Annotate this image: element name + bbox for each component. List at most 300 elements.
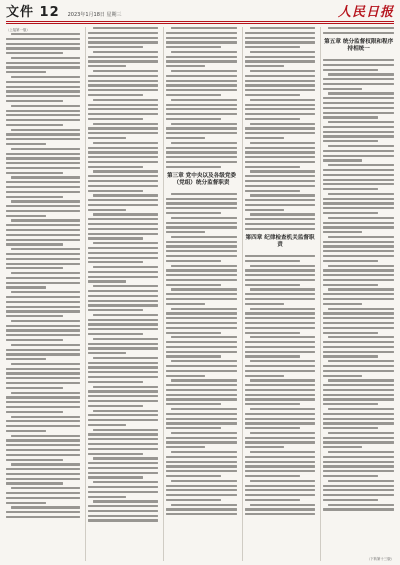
text-line	[11, 463, 79, 465]
text-line	[6, 430, 46, 432]
text-line	[93, 70, 159, 72]
text-line	[88, 376, 159, 378]
text-line	[245, 332, 300, 334]
text-line	[328, 121, 394, 123]
text-line	[171, 99, 237, 101]
text-line	[245, 118, 300, 120]
text-line	[171, 27, 237, 29]
text-line	[245, 185, 316, 187]
text-line	[166, 65, 205, 67]
text-line	[166, 94, 221, 96]
text-line	[93, 194, 159, 196]
text-line	[11, 416, 79, 418]
text-line	[323, 183, 394, 185]
text-line	[6, 406, 80, 408]
text-line	[6, 401, 80, 403]
text-line	[323, 241, 394, 243]
text-line	[323, 394, 394, 396]
text-line	[323, 332, 378, 334]
text-line	[323, 346, 394, 348]
text-line	[11, 219, 79, 221]
text-line	[245, 499, 300, 501]
text-line	[250, 51, 316, 53]
text-line	[166, 113, 237, 115]
text-line	[245, 180, 316, 182]
text-line	[166, 322, 237, 324]
text-line	[323, 456, 394, 458]
text-line	[166, 327, 237, 329]
text-line	[245, 255, 316, 257]
text-line	[245, 127, 316, 129]
text-line	[166, 231, 205, 233]
text-line	[6, 224, 80, 226]
chapter-heading: 第五章 统分监督权限和程序持相统一	[324, 38, 394, 52]
text-line	[323, 207, 394, 209]
text-line	[88, 132, 159, 134]
text-line	[323, 97, 394, 99]
text-line	[88, 84, 159, 86]
text-line	[323, 135, 394, 137]
text-line	[166, 384, 237, 386]
text-line	[88, 147, 159, 149]
newspaper-logo: 人民日报	[337, 5, 394, 20]
text-line	[171, 360, 237, 362]
text-line	[6, 114, 80, 116]
text-line	[166, 418, 237, 420]
text-line	[88, 228, 159, 230]
text-line	[88, 472, 159, 474]
text-line	[166, 161, 237, 163]
text-line	[166, 132, 237, 134]
text-line	[166, 298, 237, 300]
text-line	[88, 400, 159, 402]
text-line	[6, 497, 80, 499]
text-line	[88, 419, 159, 421]
text-line	[88, 371, 159, 373]
text-line	[328, 451, 394, 453]
text-line	[245, 370, 316, 372]
text-line	[323, 131, 394, 133]
text-line	[328, 379, 394, 381]
text-line	[88, 343, 159, 345]
text-line	[328, 193, 394, 195]
text-line	[93, 51, 159, 53]
text-line	[166, 470, 237, 472]
text-line	[328, 73, 394, 75]
text-line	[245, 441, 316, 443]
text-line	[171, 217, 237, 219]
text-line	[166, 332, 221, 334]
text-line	[93, 142, 159, 144]
text-line	[88, 290, 159, 292]
text-line	[166, 461, 237, 463]
text-line	[245, 489, 316, 491]
text-line	[323, 245, 394, 247]
text-line	[88, 328, 159, 330]
text-line	[6, 234, 80, 236]
text-line	[166, 60, 237, 62]
text-line	[328, 164, 394, 166]
text-line	[166, 465, 237, 467]
text-line	[323, 398, 394, 400]
chapter-heading: 第三章 党中央以及各级党委（党组）统分监督职责	[166, 172, 237, 186]
text-line	[6, 286, 46, 288]
text-line	[323, 365, 394, 367]
text-line	[328, 265, 394, 267]
text-line	[6, 502, 46, 504]
text-line	[245, 204, 316, 206]
text-line	[245, 298, 316, 300]
text-line	[88, 60, 159, 62]
text-line	[245, 175, 316, 177]
text-line	[166, 413, 237, 415]
text-line	[171, 379, 237, 381]
text-line	[166, 284, 221, 286]
text-line	[166, 513, 237, 515]
text-line	[245, 341, 316, 343]
text-line	[6, 334, 80, 336]
text-line	[6, 47, 80, 49]
text-line	[250, 99, 316, 101]
text-line	[88, 505, 159, 507]
text-line	[323, 413, 394, 415]
article-columns	[6, 27, 394, 561]
text-line	[166, 370, 237, 372]
text-line	[171, 51, 237, 53]
text-line	[323, 88, 362, 90]
text-line	[323, 327, 394, 329]
text-line	[323, 499, 378, 501]
text-line	[88, 519, 159, 521]
text-line	[166, 279, 237, 281]
text-line	[6, 454, 80, 456]
text-line	[166, 398, 237, 400]
text-line	[328, 217, 394, 219]
text-line	[88, 362, 159, 364]
text-line	[328, 336, 394, 338]
text-line	[6, 368, 80, 370]
text-line	[250, 480, 316, 482]
text-line	[171, 236, 237, 238]
text-line	[166, 355, 221, 357]
text-line	[323, 341, 394, 343]
text-line	[88, 486, 159, 488]
text-line	[88, 113, 159, 115]
text-line	[6, 516, 80, 518]
text-line	[6, 425, 80, 427]
text-line	[245, 151, 316, 153]
text-line	[245, 456, 316, 458]
text-line	[88, 94, 143, 96]
text-column-4	[242, 27, 316, 561]
text-line	[6, 181, 80, 183]
text-line	[88, 467, 159, 469]
text-line	[88, 390, 159, 392]
text-line	[11, 129, 79, 131]
text-line	[166, 351, 237, 353]
text-line	[88, 491, 159, 493]
text-line	[88, 438, 159, 440]
text-line	[166, 489, 237, 491]
text-line	[245, 190, 300, 192]
text-line	[88, 462, 159, 464]
text-line	[166, 118, 221, 120]
text-line	[6, 90, 80, 92]
text-line	[88, 41, 159, 43]
text-line	[323, 418, 394, 420]
text-line	[93, 481, 159, 483]
text-line	[250, 308, 316, 310]
text-line	[250, 504, 316, 506]
text-column-2	[85, 27, 159, 561]
text-line	[166, 222, 237, 224]
text-line	[245, 465, 316, 467]
text-line	[88, 515, 159, 517]
text-line	[328, 432, 394, 434]
text-line	[323, 437, 394, 439]
text-line	[6, 511, 80, 513]
text-line	[328, 145, 394, 147]
text-line	[250, 265, 316, 267]
text-line	[250, 451, 316, 453]
text-line	[6, 377, 80, 379]
text-line	[323, 298, 394, 300]
text-line	[6, 210, 80, 212]
text-line	[250, 360, 316, 362]
text-line	[6, 258, 80, 260]
masthead	[6, 4, 394, 20]
text-line	[323, 427, 378, 429]
text-line	[88, 175, 159, 177]
text-line	[245, 351, 316, 353]
text-line	[6, 86, 80, 88]
text-line	[323, 375, 362, 377]
text-line	[88, 319, 159, 321]
text-line	[245, 89, 316, 91]
text-line	[245, 65, 284, 67]
text-line	[323, 83, 394, 85]
text-line	[166, 437, 237, 439]
text-line	[250, 70, 316, 72]
text-line	[323, 102, 394, 104]
text-line	[245, 293, 316, 295]
text-line	[166, 403, 221, 405]
text-line	[245, 132, 316, 134]
text-line	[166, 317, 237, 319]
text-line	[245, 312, 316, 314]
text-line	[245, 427, 300, 429]
text-line	[323, 140, 378, 142]
text-line	[323, 112, 394, 114]
text-line	[6, 191, 80, 193]
text-line	[323, 202, 394, 204]
text-line	[245, 317, 316, 319]
text-line	[6, 420, 80, 422]
text-line	[166, 274, 237, 276]
text-line	[88, 237, 143, 239]
text-line	[323, 274, 394, 276]
text-line	[6, 306, 80, 308]
text-line	[245, 375, 284, 377]
text-line	[88, 271, 159, 273]
text-line	[245, 279, 316, 281]
text-line	[6, 138, 80, 140]
text-line	[323, 465, 394, 467]
text-line	[245, 80, 316, 82]
text-line	[88, 185, 159, 187]
text-line	[88, 433, 159, 435]
text-line	[6, 43, 80, 45]
text-line	[93, 338, 159, 340]
text-line	[323, 322, 394, 324]
text-line	[6, 119, 80, 121]
text-line	[11, 272, 79, 274]
text-line	[245, 94, 300, 96]
text-line	[328, 504, 394, 506]
text-line	[11, 291, 79, 293]
text-line	[171, 336, 237, 338]
text-line	[6, 372, 80, 374]
text-line	[88, 218, 159, 220]
text-line	[88, 295, 159, 297]
text-line	[88, 209, 127, 211]
text-line	[88, 199, 159, 201]
text-line	[323, 150, 394, 152]
text-line	[88, 161, 159, 163]
text-line	[93, 429, 159, 431]
text-line	[245, 32, 316, 34]
text-line	[6, 382, 80, 384]
text-line	[6, 100, 63, 102]
text-line	[166, 127, 237, 129]
text-line	[171, 123, 237, 125]
text-line	[166, 427, 221, 429]
text-line	[245, 303, 284, 305]
text-line	[323, 317, 394, 319]
text-line	[323, 355, 378, 357]
text-line	[245, 156, 316, 158]
text-line	[245, 147, 316, 149]
text-line	[6, 81, 80, 83]
text-line	[250, 213, 316, 215]
text-line	[323, 212, 378, 214]
text-line	[6, 95, 80, 97]
text-line	[6, 110, 80, 112]
text-line	[328, 480, 394, 482]
text-line	[245, 37, 316, 39]
text-line	[245, 137, 284, 139]
text-line	[88, 261, 143, 263]
text-line	[323, 159, 362, 161]
text-line	[166, 346, 237, 348]
text-line	[88, 137, 127, 139]
text-line	[166, 104, 237, 106]
text-line	[6, 172, 63, 174]
text-line	[323, 403, 378, 405]
publication-date: 2023年1月18日 星期三	[67, 12, 122, 18]
text-line	[245, 223, 316, 225]
text-line	[88, 448, 159, 450]
text-line	[6, 478, 80, 480]
text-line	[166, 341, 237, 343]
text-line	[88, 247, 159, 249]
text-line	[93, 457, 159, 459]
text-line	[166, 260, 221, 262]
text-line	[328, 288, 394, 290]
text-line	[6, 71, 46, 73]
text-line	[11, 487, 79, 489]
text-line	[323, 269, 394, 271]
text-line	[93, 170, 159, 172]
text-line	[250, 288, 316, 290]
text-line	[245, 346, 316, 348]
text-line	[171, 288, 237, 290]
text-line	[323, 32, 394, 34]
text-line	[88, 476, 143, 478]
text-line	[88, 496, 127, 498]
text-line	[88, 381, 143, 383]
text-line	[6, 411, 63, 413]
text-line	[245, 84, 316, 86]
text-line	[88, 304, 159, 306]
text-line	[6, 277, 80, 279]
text-line	[245, 199, 316, 201]
text-line	[11, 200, 79, 202]
text-line	[166, 147, 237, 149]
text-line	[166, 46, 221, 48]
text-line	[323, 59, 394, 61]
text-line	[88, 190, 143, 192]
text-line	[323, 169, 394, 171]
text-line	[11, 148, 79, 150]
text-line	[166, 75, 237, 77]
text-line	[323, 279, 394, 281]
text-line	[323, 446, 362, 448]
text-line	[323, 494, 394, 496]
text-line	[88, 65, 127, 67]
text-line	[245, 461, 316, 463]
text-line	[166, 207, 237, 209]
text-line	[166, 422, 237, 424]
text-line	[6, 263, 80, 265]
text-line	[88, 46, 143, 48]
text-line	[88, 453, 143, 455]
text-line	[88, 257, 159, 259]
text-line	[166, 269, 237, 271]
chapter-heading-block	[245, 233, 316, 251]
text-line	[166, 365, 237, 367]
text-line	[88, 252, 159, 254]
text-line	[245, 384, 316, 386]
text-line	[171, 265, 237, 267]
text-line	[93, 285, 159, 287]
text-line	[171, 308, 237, 310]
text-line	[245, 437, 316, 439]
text-line	[88, 127, 159, 129]
text-line	[245, 284, 300, 286]
text-line	[323, 155, 394, 157]
text-line	[323, 351, 394, 353]
text-line	[6, 157, 80, 159]
text-line	[88, 80, 159, 82]
text-line	[166, 441, 237, 443]
text-line	[93, 500, 159, 502]
text-line	[328, 360, 394, 362]
text-line	[166, 80, 237, 82]
text-line	[245, 327, 316, 329]
text-line	[250, 123, 316, 125]
text-line	[88, 333, 143, 335]
